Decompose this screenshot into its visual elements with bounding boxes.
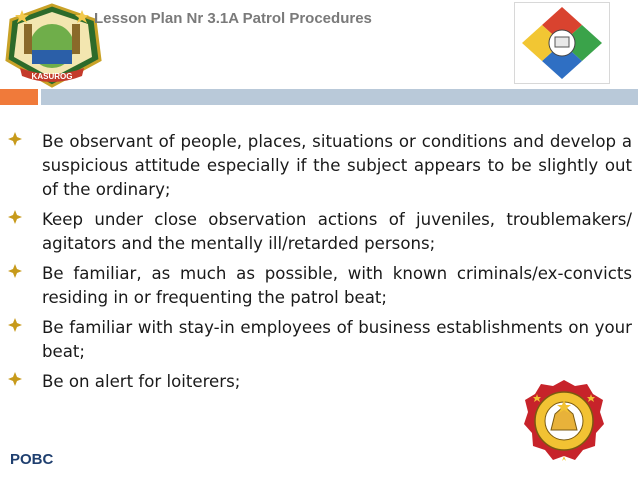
pnp-kasurog-seal-icon	[2, 2, 102, 88]
page-title: Lesson Plan Nr 3.1A Patrol Procedures	[94, 10, 372, 27]
right-logo-frame	[514, 2, 610, 84]
diamond-bullet-icon	[8, 210, 22, 224]
bullet-text: Be familiar, as much as possible, with known criminals/ex-convicts residing in or frequenting the patrol beat;	[42, 264, 632, 307]
list-item	[0, 262, 638, 310]
diamond-bullet-icon	[8, 318, 22, 332]
footer-label: POBC	[10, 451, 54, 468]
list-item	[0, 316, 638, 364]
bullet-list	[0, 130, 638, 400]
list-item	[0, 130, 638, 202]
diamond-bullet-icon	[8, 132, 22, 146]
bullet-text: Be observant of people, places, situations or conditions and develop a suspicious attitude especially if the subject appears to be slightly out of the ordinary;	[42, 132, 632, 199]
diamond-bullet-icon	[8, 372, 22, 386]
list-item	[0, 208, 638, 256]
header-divider	[0, 89, 638, 105]
bullet-text: Keep under close observation actions of juveniles, troublemakers/ agitators and the mentally ill/retarded persons;	[42, 210, 632, 253]
diamond-emblem-icon	[515, 3, 609, 83]
diamond-bullet-icon	[8, 264, 22, 278]
header-divider-gap	[38, 89, 41, 105]
header-divider-accent	[0, 89, 38, 105]
bullet-text: Be familiar with stay-in employees of business establishments on your beat;	[42, 318, 632, 361]
seal-ribbon-text: KASUROG	[31, 72, 73, 81]
philippine-national-police-crest-icon	[523, 378, 605, 464]
bullet-text: Be on alert for loiterers;	[42, 372, 241, 391]
